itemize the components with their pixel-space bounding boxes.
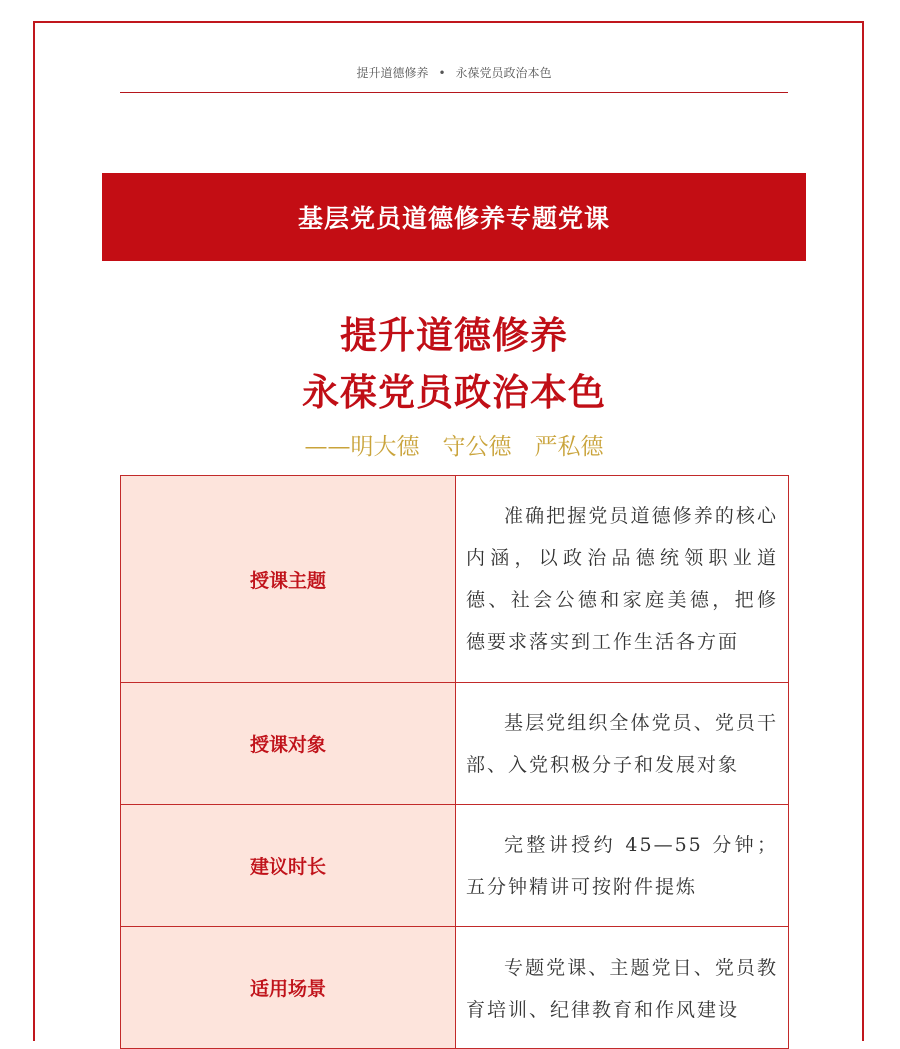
subtitle: ——明大德 守公德 严私德 <box>304 434 604 460</box>
running-header <box>120 64 788 81</box>
table-row <box>121 805 789 927</box>
row-content: 基层党组织全体党员、党员干部、入党积极分子和发展对象 <box>456 683 789 805</box>
main-title-line-1: 提升道德修养 <box>340 313 568 357</box>
title-banner <box>102 173 806 261</box>
running-header-left: 提升道德修养 <box>356 66 429 80</box>
row-label: 适用场景 <box>121 927 456 1049</box>
row-content: 完整讲授约 45—55 分钟；五分钟精讲可按附件提炼 <box>456 805 789 927</box>
row-label: 授课主题 <box>121 476 456 683</box>
row-label: 建议时长 <box>121 805 456 927</box>
running-header-separator: • <box>438 66 446 80</box>
row-content: 专题党课、主题党日、党员教育培训、纪律教育和作风建设 <box>456 927 789 1049</box>
table-row <box>121 476 789 683</box>
banner-title: 基层党员道德修养专题党课 <box>297 204 610 233</box>
row-content: 准确把握党员道德修养的核心内涵，以政治品德统领职业道德、社会公德和家庭美德，把修德要求落实到工作生活各方面 <box>456 476 789 683</box>
table-row <box>121 683 789 805</box>
course-info-table <box>120 475 789 1049</box>
running-header-right: 永葆党员政治本色 <box>455 66 552 80</box>
row-label: 授课对象 <box>121 683 456 805</box>
table-row <box>121 927 789 1049</box>
header-divider <box>120 92 788 93</box>
main-title-line-2: 永葆党员政治本色 <box>302 370 606 414</box>
